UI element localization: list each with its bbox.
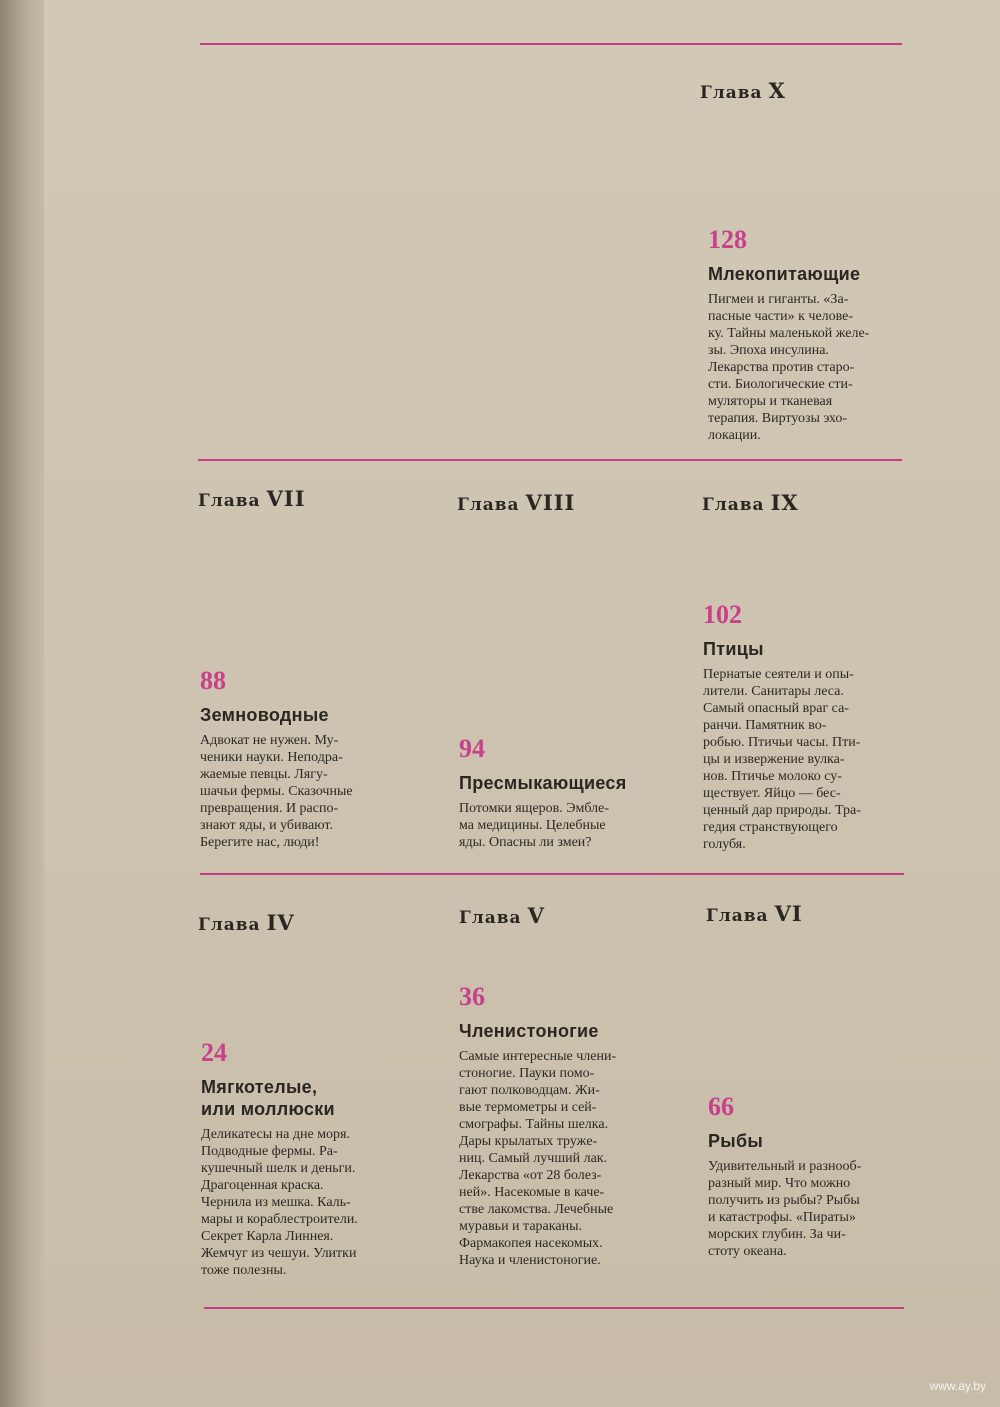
chapter-label: Глава bbox=[706, 906, 769, 926]
chapter-description: Адвокат не нужен. Му- ченики науки. Неподра- жаемые певцы. Лягу- шачьи фермы. Сказочные превращения. И распо- знают яды, и убивают. Берегите нас, люди! bbox=[200, 733, 353, 850]
chapter-heading-iv bbox=[198, 910, 295, 935]
divider-rule-bottom bbox=[204, 1307, 904, 1309]
chapter-label: Глава bbox=[459, 908, 522, 928]
page-number: 88 bbox=[200, 666, 226, 695]
chapter-description: Пернатые сеятели и опы- лители. Санитары леса. Самый опасный враг са- ранчи. Памятник во- робью. Птичьи часы. Пти- цы и извержение вулка- нов. Птичье молоко су- ществует. Яйцо — бес- ценный дар природы. Тра- гедия странствующего голубя. bbox=[703, 667, 861, 852]
page-number: 36 bbox=[459, 982, 485, 1011]
chapter-description: Удивительный и разнооб- разный мир. Что можно получить из рыбы? Рыбы и катастрофы. «Пираты» морских глубин. За чи- стоту океана. bbox=[708, 1159, 862, 1259]
chapter-description: Самые интересные члени- стоногие. Пауки помо- гают полководцам. Жи- вые термометры и сей- смографы. Тайны шелка. Дары крылатых тружe- ниц. Самый лучший лак. Лекарства «от 28 болез- ней». Насекомые в каче- стве лакомства. Лечебные муравьи и тараканы. Фармакопея насекомых. Наука и членистоногие. bbox=[459, 1049, 617, 1268]
chapter-description: Пигмеи и гиганты. «За- пасные части» к челове- ку. Тайны маленькой желе- зы. Эпоха инсулина. Лекарства против старо- сти. Биологические сти- муляторы и тканевая терапия. Виртуозы эхо- локации. bbox=[708, 292, 870, 443]
chapter-entry-viii bbox=[459, 734, 649, 851]
chapter-label: Глава bbox=[702, 495, 765, 515]
chapter-heading-x bbox=[700, 78, 786, 103]
page-number: 128 bbox=[708, 225, 747, 254]
chapter-heading-vii bbox=[198, 486, 306, 511]
chapter-roman: IX bbox=[770, 490, 799, 515]
chapter-title: Пресмыкающиеся bbox=[459, 773, 627, 793]
chapter-description: Потомки ящеров. Эмбле- ма медицины. Целебные яды. Опасны ли змеи? bbox=[459, 801, 610, 850]
chapter-label: Глава bbox=[457, 495, 520, 515]
chapter-title: Млекопитающие bbox=[708, 264, 861, 284]
chapter-heading-viii bbox=[457, 490, 575, 515]
chapter-roman: VI bbox=[774, 901, 803, 926]
divider-rule-top bbox=[200, 43, 902, 45]
chapter-roman: V bbox=[527, 903, 545, 928]
chapter-entry-vii bbox=[200, 666, 392, 851]
divider-rule-row2 bbox=[200, 873, 904, 875]
chapter-roman: VII bbox=[266, 486, 306, 511]
site-watermark: www.ay.by bbox=[929, 1379, 986, 1393]
chapter-heading-ix bbox=[702, 490, 799, 515]
book-spine-shadow bbox=[0, 0, 44, 1407]
chapter-heading-vi bbox=[706, 901, 803, 926]
chapter-entry-iv bbox=[201, 1038, 390, 1279]
chapter-title: Птицы bbox=[703, 639, 764, 659]
chapter-heading-v bbox=[459, 903, 545, 928]
page-number: 66 bbox=[708, 1092, 734, 1121]
chapter-roman: VIII bbox=[525, 490, 576, 515]
divider-rule-row1 bbox=[198, 459, 902, 461]
chapter-entry-ix bbox=[703, 600, 902, 853]
chapter-title: Рыбы bbox=[708, 1131, 764, 1151]
chapter-entry-vi bbox=[708, 1092, 899, 1260]
chapter-label: Глава bbox=[700, 83, 763, 103]
chapter-label: Глава bbox=[198, 491, 261, 511]
chapter-roman: X bbox=[768, 78, 786, 103]
chapter-entry-x bbox=[708, 225, 895, 444]
page-number: 94 bbox=[459, 734, 485, 763]
chapter-roman: IV bbox=[266, 910, 295, 935]
chapter-entry-v bbox=[459, 982, 659, 1269]
chapter-label: Глава bbox=[198, 915, 261, 935]
page-number: 24 bbox=[201, 1038, 227, 1067]
chapter-title: Земноводные bbox=[200, 705, 329, 725]
chapter-description: Деликатесы на дне моря. Подводные фермы. Ра- кушечный шелк и деньги. Драгоценная краска. Чернила из мешка. Каль- мары и кораблестроители. Секрет Карла Линнея. Жемчуг из чешуи. Улитки тоже полезны. bbox=[201, 1127, 358, 1278]
page-number: 102 bbox=[703, 600, 742, 629]
chapter-title: Мягкотелые, или моллюски bbox=[201, 1077, 335, 1119]
chapter-title: Членистоногие bbox=[459, 1021, 599, 1041]
